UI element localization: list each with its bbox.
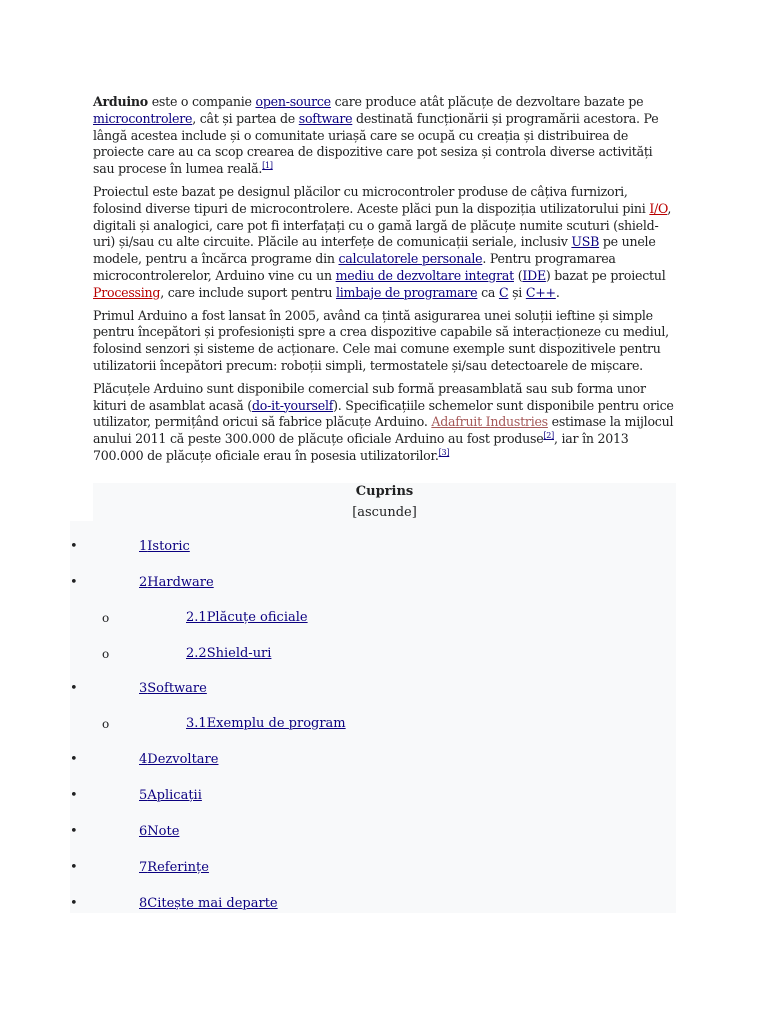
toc-bullet: •	[70, 752, 78, 767]
link-usb[interactable]: USB	[571, 234, 600, 250]
toc-item-note[interactable]: 6Note	[139, 824, 180, 839]
citation-2[interactable]: [2]	[543, 430, 554, 440]
article-body	[93, 94, 677, 471]
toc-bullet: •	[70, 788, 78, 803]
link-limbaje-de-programare[interactable]: limbaje de programare	[335, 284, 478, 300]
link-c[interactable]: C	[498, 284, 509, 300]
toc-bullet: •	[70, 824, 78, 839]
article-subject: Arduino	[93, 94, 148, 109]
paragraph-intro: Arduino este o companie open-source care produce atât plăcuțe de dezvoltare bazate pe microcontrolere, cât și partea de software destinată funcționării și programării acestora. Pe lângă acestea include și o comunitate uriașă care se ocupă cu creația și distribuirea de proiecte care au ca scop crearea de dispozitive care pot sesiza și controla diverse activități sau procese în lumea reală.[1]	[93, 94, 659, 177]
toc-toggle-button[interactable]: [ascunde]	[352, 505, 417, 520]
link-open-source[interactable]: open-source	[255, 94, 331, 109]
link-adafruit-industries[interactable]: Adafruit Industries	[431, 414, 548, 430]
toc-item-placute-oficiale[interactable]: 2.1Plăcuțe oficiale	[186, 610, 308, 625]
paragraph-first-arduino: Primul Arduino a fost lansat în 2005, având ca țintă asigurarea unei soluții ieftine și simple pentru începători și profesioniști spre a crea dispozitive capabile să interacționeze cu mediul, folosind senzori și sisteme de acționare. Cele mai comune exemple sunt dispozitivele pentru utilizatorii începători precum: roboții simpli, termostatele și/sau detectoarele de mișcare.	[93, 307, 669, 373]
paragraph-project: Proiectul este bazat pe designul plăcilor cu microcontroler produse de câțiva furnizori, folosind diverse tipuri de microcontrolere. Aceste plăci pun la dispoziția utilizatorului pini I/O, digitali și analogici, care pot fi interfațați cu o gamă largă de plăcuțe numite scuturi (shield-uri) și/sau cu alte circuite. Plăcile au interfețe de comunicații seriale, inclusiv USB pe unele modele, pentru a încărca programe din calculatorele personale. Pentru programarea microcontrolerelor, Arduino vine cu un mediu de dezvoltare integrat (IDE) bazat pe proiectul Processing, care include suport pentru limbaje de programare ca C și C++.	[93, 183, 672, 300]
link-microcontrolere[interactable]: microcontrolere	[93, 110, 193, 126]
toc-item-dezvoltare[interactable]: 4Dezvoltare	[139, 752, 219, 767]
toc-item-istoric[interactable]: 1Istoric	[139, 539, 190, 554]
toc-title: Cuprins	[355, 484, 414, 499]
citation-3[interactable]: [3]	[438, 447, 450, 457]
toc-item-software[interactable]: 3Software	[139, 681, 207, 696]
link-calculatorele-personale[interactable]: calculatorele personale	[338, 251, 483, 267]
toc-item-hardware[interactable]: 2Hardware	[139, 575, 214, 590]
toc-bullet: •	[70, 681, 78, 696]
toc-bullet: •	[70, 575, 78, 590]
toc-subbullet: o	[102, 611, 110, 625]
link-io[interactable]: I/O	[649, 200, 668, 216]
link-software[interactable]: software	[298, 110, 353, 126]
toc-bullet: •	[70, 539, 78, 554]
toc-item-exemplu-de-program[interactable]: 3.1Exemplu de program	[186, 716, 346, 731]
toc-item-shield-uri[interactable]: 2.2Shield-uri	[186, 646, 272, 661]
citation-1[interactable]: [1]	[262, 161, 273, 170]
link-processing[interactable]: Processing	[93, 284, 161, 300]
link-cpp[interactable]: C++	[525, 284, 556, 300]
link-ide[interactable]: IDE	[522, 267, 546, 283]
toc-bullet: •	[70, 896, 78, 911]
link-mediu-dezvoltare-integrat[interactable]: mediu de dezvoltare integrat	[335, 267, 514, 283]
link-do-it-yourself[interactable]: do-it-yourself	[251, 397, 334, 413]
toc-subbullet: o	[102, 647, 110, 661]
paragraph-availability: Plăcuțele Arduino sunt disponibile comercial sub formă preasamblată sau sub forma unor kituri de asamblat acasă (do-it-yourself). Specificațiile schemelor sunt disponibile pentru orice utilizator, permițând oricui să fabrice plăcuțe Arduino. Adafruit Industries estimase la mijlocul anului 2011 că peste 300.000 de plăcuțe oficiale Arduino au fost produse[2], iar în 2013 700.000 de plăcuțe oficiale erau în posesia utilizatorilor.[3]	[93, 380, 674, 463]
toc-item-aplicatii[interactable]: 5Aplicații	[139, 788, 202, 803]
toc-bullet: •	[70, 860, 78, 875]
toc-subbullet: o	[102, 717, 110, 731]
toc-item-referinte[interactable]: 7Referințe	[139, 860, 209, 875]
toc-item-citeste-mai-departe[interactable]: 8Citește mai departe	[139, 896, 278, 911]
